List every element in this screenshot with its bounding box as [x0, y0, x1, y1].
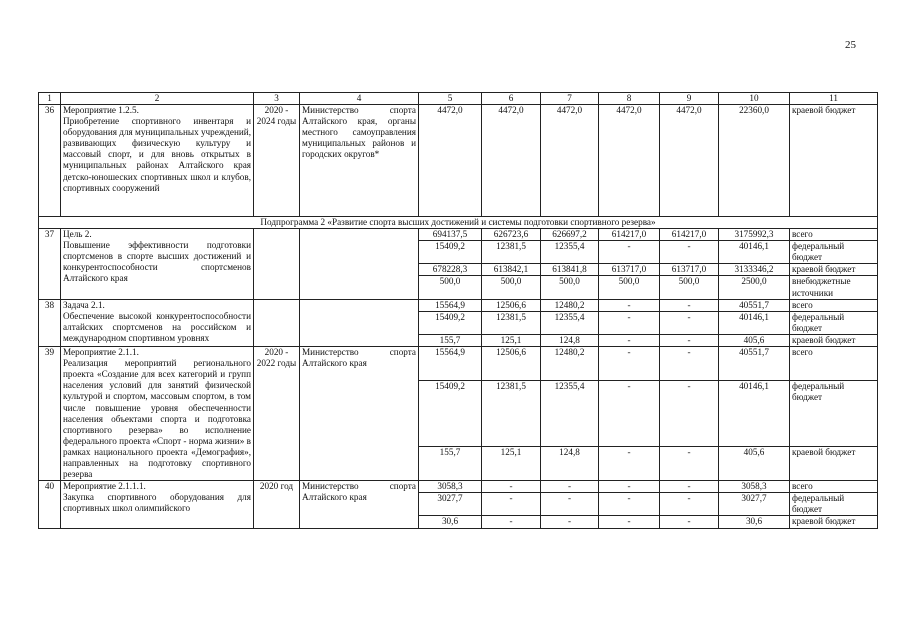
value-cell: 613717,0 [660, 264, 719, 276]
row-period [254, 299, 300, 346]
value-cell: - [482, 481, 541, 493]
funding-source: краевой бюджет [790, 446, 878, 480]
value-cell: 3027,7 [719, 493, 790, 516]
value-cell: - [599, 334, 660, 346]
row-number: 40 [39, 481, 61, 528]
value-cell: 2500,0 [719, 276, 790, 299]
value-cell: 626697,2 [541, 229, 599, 241]
value-cell: - [660, 446, 719, 480]
value-cell: - [599, 381, 660, 447]
value-cell: 626723,6 [482, 229, 541, 241]
row-period [254, 229, 300, 300]
funding-source: краевой бюджет [790, 264, 878, 276]
table-row [39, 299, 878, 311]
value-cell: 12506,6 [482, 347, 541, 381]
value-cell: - [660, 241, 719, 264]
value-cell: 15409,2 [419, 241, 482, 264]
header-cell: 5 [419, 93, 482, 105]
value-cell: - [660, 347, 719, 381]
value-cell: - [482, 493, 541, 516]
row-executor: Министерство спорта Алтайского края [300, 347, 419, 481]
value-cell: 12506,6 [482, 299, 541, 311]
header-cell: 2 [61, 93, 254, 105]
value-cell: 124,8 [541, 334, 599, 346]
value-cell: 155,7 [419, 446, 482, 480]
value-cell: - [599, 516, 660, 528]
header-cell: 10 [719, 93, 790, 105]
header-cell: 8 [599, 93, 660, 105]
value-cell: 500,0 [419, 276, 482, 299]
value-cell: 12480,2 [541, 299, 599, 311]
value-cell: - [541, 481, 599, 493]
value-cell: - [660, 334, 719, 346]
value-cell: 678228,3 [419, 264, 482, 276]
value-cell: 40146,1 [719, 311, 790, 334]
value-cell: 613842,1 [482, 264, 541, 276]
header-row [39, 93, 878, 105]
funding-source: краевой бюджет [790, 105, 878, 217]
row-executor [300, 299, 419, 346]
value-cell: - [660, 311, 719, 334]
value-cell: 12355,4 [541, 311, 599, 334]
row-title: Цель 2. Повышение эффективности подготовки спортсменов в спорте высших достижений и конкурентоспособности спортсменов Алтайского края [61, 229, 254, 300]
value-cell: 3058,3 [419, 481, 482, 493]
value-cell: 405,6 [719, 446, 790, 480]
value-cell: 4472,0 [541, 105, 599, 217]
header-cell: 3 [254, 93, 300, 105]
value-cell: 124,8 [541, 446, 599, 480]
value-cell: 12381,5 [482, 311, 541, 334]
value-cell: 4472,0 [419, 105, 482, 217]
value-cell: 15564,9 [419, 299, 482, 311]
header-cell: 4 [300, 93, 419, 105]
header-cell: 11 [790, 93, 878, 105]
value-cell: 15409,2 [419, 311, 482, 334]
value-cell: - [599, 311, 660, 334]
value-cell: - [599, 241, 660, 264]
value-cell: 30,6 [719, 516, 790, 528]
value-cell: 30,6 [419, 516, 482, 528]
value-cell: 155,7 [419, 334, 482, 346]
value-cell: 4472,0 [599, 105, 660, 217]
row-executor: Министерство спорта Алтайского края, органы местного самоуправления муниципальных районов и городских округов* [300, 105, 419, 217]
funding-source: федеральный бюджет [790, 381, 878, 447]
funding-source: федеральный бюджет [790, 493, 878, 516]
value-cell: - [599, 299, 660, 311]
row-number: 36 [39, 105, 61, 217]
value-cell: 3027,7 [419, 493, 482, 516]
row-executor: Министерство спорта Алтайского края [300, 481, 419, 528]
value-cell: - [599, 493, 660, 516]
subprogram-title: Подпрограмма 2 «Развитие спорта высших достижений и системы подготовки спортивного резерва» [39, 217, 878, 229]
value-cell: - [660, 516, 719, 528]
value-cell: 40551,7 [719, 347, 790, 381]
value-cell: 405,6 [719, 334, 790, 346]
value-cell: - [541, 516, 599, 528]
value-cell: 12355,4 [541, 381, 599, 447]
funding-source: всего [790, 347, 878, 381]
value-cell: 4472,0 [660, 105, 719, 217]
value-cell: - [660, 493, 719, 516]
value-cell: 40146,1 [719, 241, 790, 264]
row-title: Мероприятие 2.1.1. Реализация мероприятий регионального проекта «Создание для всех категорий и групп населения условий для занятий физической культурой и спортом, массовым спортом, в том числе повышение уровня обеспеченности населения объектами спорта и подготовка спортивного резерва» во исполнение федерального проекта «Спорт - норма жизни» в рамках национального проекта «Демография», направленных на подготовку спортивного резерва [61, 347, 254, 481]
header-cell: 6 [482, 93, 541, 105]
value-cell: - [660, 481, 719, 493]
value-cell: 614217,0 [599, 229, 660, 241]
value-cell: 15409,2 [419, 381, 482, 447]
value-cell: 12355,4 [541, 241, 599, 264]
row-number: 38 [39, 299, 61, 346]
row-period: 2020 - 2022 годы [254, 347, 300, 481]
funding-source: краевой бюджет [790, 334, 878, 346]
funding-source: федеральный бюджет [790, 311, 878, 334]
program-table [38, 92, 878, 529]
funding-source: всего [790, 299, 878, 311]
value-cell: 694137,5 [419, 229, 482, 241]
value-cell: 40551,7 [719, 299, 790, 311]
value-cell: 500,0 [599, 276, 660, 299]
value-cell: 3058,3 [719, 481, 790, 493]
value-cell: - [482, 516, 541, 528]
table-row [39, 347, 878, 381]
value-cell: 40146,1 [719, 381, 790, 447]
funding-source: внебюджетные источники [790, 276, 878, 299]
value-cell: 12381,5 [482, 241, 541, 264]
value-cell: 125,1 [482, 334, 541, 346]
table-row [39, 229, 878, 241]
value-cell: 500,0 [482, 276, 541, 299]
funding-source: федеральный бюджет [790, 241, 878, 264]
page-number: 25 [845, 39, 856, 51]
value-cell: - [599, 481, 660, 493]
row-executor [300, 229, 419, 300]
value-cell: 125,1 [482, 446, 541, 480]
value-cell: 4472,0 [482, 105, 541, 217]
value-cell: 613841,8 [541, 264, 599, 276]
row-number: 39 [39, 347, 61, 481]
value-cell: 614217,0 [660, 229, 719, 241]
row-number: 37 [39, 229, 61, 300]
table-row [39, 481, 878, 493]
header-cell: 7 [541, 93, 599, 105]
value-cell: - [660, 381, 719, 447]
value-cell: 613717,0 [599, 264, 660, 276]
funding-source: всего [790, 229, 878, 241]
value-cell: - [599, 446, 660, 480]
subprogram-row [39, 217, 878, 229]
value-cell: 12480,2 [541, 347, 599, 381]
funding-source: краевой бюджет [790, 516, 878, 528]
row-title: Задача 2.1. Обеспечение высокой конкурентоспособности алтайских спортсменов на российском и международном спортивном уровнях [61, 299, 254, 346]
value-cell: 500,0 [541, 276, 599, 299]
row-period: 2020 год [254, 481, 300, 528]
row-period: 2020 - 2024 годы [254, 105, 300, 217]
header-cell: 1 [39, 93, 61, 105]
value-cell: - [541, 493, 599, 516]
value-cell: 12381,5 [482, 381, 541, 447]
funding-source: всего [790, 481, 878, 493]
value-cell: 22360,0 [719, 105, 790, 217]
value-cell: 500,0 [660, 276, 719, 299]
value-cell: 3175992,3 [719, 229, 790, 241]
header-cell: 9 [660, 93, 719, 105]
row-title: Мероприятие 1.2.5. Приобретение спортивного инвентаря и оборудования для муниципальных учреждений, развивающих физическую культуру и массовый спорт, и для вновь открытых в муниципальных районах Алтайского края детско-юношеских спортивных школ и клубов, спортивных сооружений [61, 105, 254, 217]
table-row [39, 105, 878, 217]
row-title: Мероприятие 2.1.1.1. Закупка спортивного оборудования для спортивных школ олимпийского [61, 481, 254, 528]
value-cell: - [660, 299, 719, 311]
value-cell: 15564,9 [419, 347, 482, 381]
value-cell: - [599, 347, 660, 381]
value-cell: 3133346,2 [719, 264, 790, 276]
